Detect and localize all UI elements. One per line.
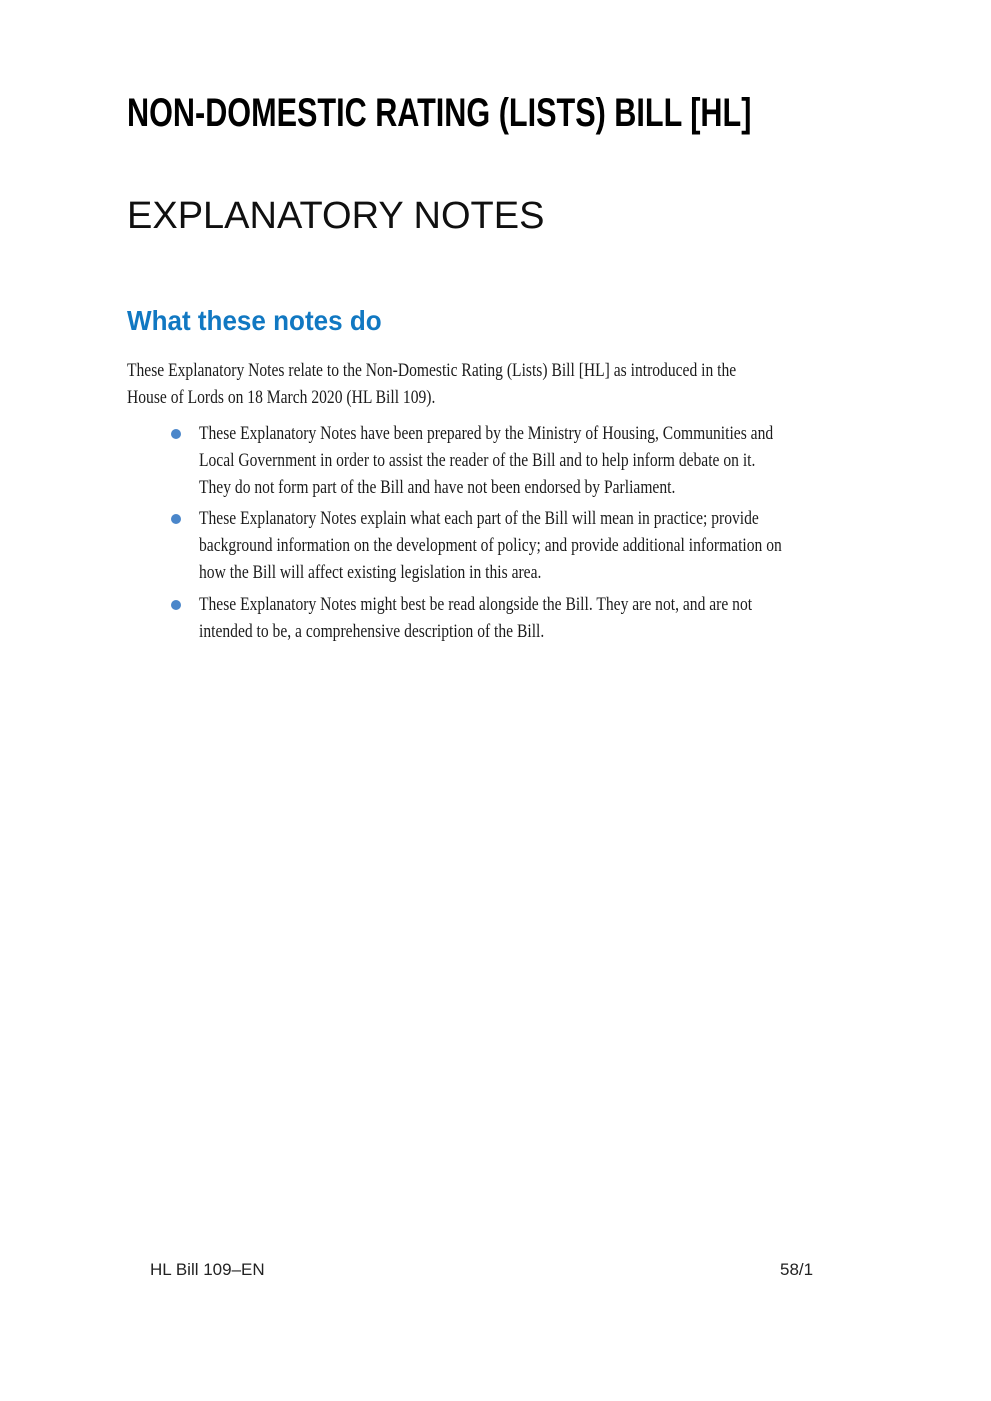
bullet-line: These Explanatory Notes explain what each part of the Bill will mean in practice; provide (199, 508, 759, 529)
bullet-line: These Explanatory Notes have been prepared by the Ministry of Housing, Communities and (199, 423, 774, 444)
bullet-text (199, 420, 987, 501)
bullet-line: Local Government in order to assist the reader of the Bill and to help inform debate on it. (199, 450, 756, 471)
bullet-line: These Explanatory Notes might best be read alongside the Bill. They are not, and are not (199, 594, 753, 615)
bullet-item (127, 591, 987, 645)
bullet-dot-icon (171, 514, 181, 524)
footer-session-number: 58/1 (780, 1260, 814, 1279)
footer-bill-number: HL Bill 109–EN (150, 1260, 265, 1279)
intro-line: These Explanatory Notes relate to the Non-Domestic Rating (Lists) Bill [HL] as introduced in the (127, 360, 737, 381)
bullet-line: background information on the development of policy; and provide additional information on (199, 535, 782, 556)
bullet-text (199, 591, 987, 645)
bullet-item (127, 505, 987, 586)
bullet-dot-icon (171, 600, 181, 610)
bullet-text (199, 505, 987, 586)
bullet-line: how the Bill will affect existing legislation in this area. (199, 562, 542, 583)
bullet-item (127, 420, 987, 501)
intro-line: House of Lords on 18 March 2020 (HL Bill 109). (127, 387, 436, 408)
document-subtitle: EXPLANATORY NOTES (127, 195, 545, 237)
bullet-line: intended to be, a comprehensive description of the Bill. (199, 621, 545, 642)
bullet-dot-icon (171, 429, 181, 439)
intro-paragraph (127, 357, 870, 411)
bullet-line: They do not form part of the Bill and have not been endorsed by Parliament. (199, 477, 676, 498)
document-title: NON-DOMESTIC RATING (LISTS) BILL [HL] (127, 91, 752, 135)
section-heading: What these notes do (127, 305, 382, 336)
